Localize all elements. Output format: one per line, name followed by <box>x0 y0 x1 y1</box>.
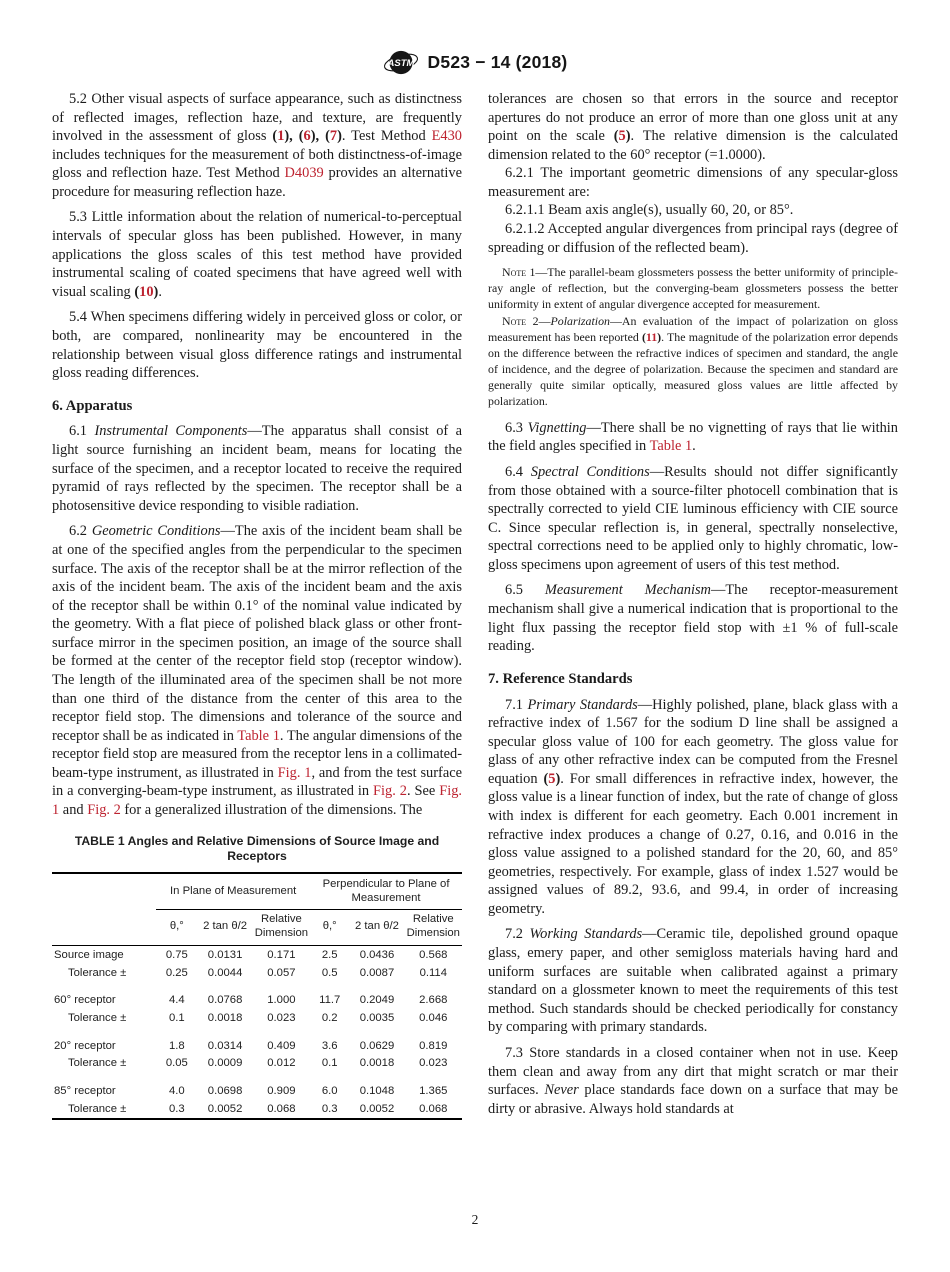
reference-link[interactable]: Table 1 <box>237 727 280 744</box>
paragraph-6-2 <box>52 522 462 819</box>
table-row-label: Tolerance ± <box>68 1011 127 1024</box>
text-segment: . The magnitude of the polarization error depends on the difference between the refractive indices of specimen and standard, the angle of incidence, and the degree of polarization. Because the specimen and standard are generally quite similar optically, measured gloss values are little affected by polarization. <box>488 330 898 408</box>
text-segment: and <box>59 802 88 819</box>
table-row <box>52 1037 462 1055</box>
table-cell: 0.0052 <box>359 1102 395 1115</box>
text-segment: ( <box>272 128 278 145</box>
paragraph-6-2-1 <box>488 164 898 201</box>
text-segment: Spectral Conditions <box>530 463 650 480</box>
table-cell: 0.2 <box>321 1011 338 1024</box>
reference-link[interactable]: 5 <box>548 770 556 787</box>
table-cell: 0.0629 <box>359 1039 395 1052</box>
table-group-header-row <box>52 873 462 909</box>
reference-link[interactable]: Table 1 <box>649 438 693 455</box>
table-cell: 0.0768 <box>207 994 243 1007</box>
text-segment: ( <box>543 770 549 787</box>
reference-link[interactable]: Fig. 2 <box>373 783 407 800</box>
table-row-label: Tolerance ± <box>68 966 127 979</box>
note-1 <box>488 265 898 313</box>
table-row-label: Tolerance ± <box>68 1102 127 1115</box>
reference-link[interactable]: 5 <box>618 128 626 145</box>
table-cell: 0.0044 <box>207 966 243 979</box>
text-segment: ) <box>625 128 631 145</box>
text-segment: 6.2 <box>69 523 92 540</box>
reference-link[interactable]: 1 <box>277 128 285 145</box>
table-cell: 0.046 <box>419 1011 448 1024</box>
table-cell: 0.0052 <box>207 1102 243 1115</box>
text-segment: Working Standards <box>529 926 643 943</box>
text-segment: 7.2 <box>505 926 530 943</box>
text-segment: Note <box>502 265 527 280</box>
table-cell: 3.6 <box>321 1039 338 1052</box>
table-cell: 0.05 <box>165 1057 188 1070</box>
table-cell: 0.0018 <box>207 1011 243 1024</box>
text-segment: —An evaluation of the impact of polarization on gloss measurement has been reported <box>488 314 898 345</box>
text-segment: for a generalized illustration of the dimensions. The <box>120 802 423 819</box>
table-cell: 0.0436 <box>359 948 395 961</box>
table-group-in-plane: In Plane of Measurement <box>156 873 310 909</box>
table-row <box>52 946 462 964</box>
text-segment: 6.2.1.1 Beam axis angle(s), usually 60, 20, or 85°. <box>505 202 794 219</box>
astm-logo-icon <box>383 47 419 78</box>
text-segment: 6.1 <box>69 423 95 440</box>
paragraph-7-3 <box>488 1044 898 1118</box>
column-header-reldim-2: Relative Dimension <box>405 909 462 946</box>
table-1-grid <box>52 872 462 1120</box>
text-segment: place standards face down on a surface that may be dirty or abrasive. Always hold standards at <box>488 1082 898 1117</box>
table-cell: 0.0131 <box>207 948 243 961</box>
table-cell: 0.0314 <box>207 1039 243 1052</box>
text-segment: , and from the test surface in a converging-beam-type instrument, as illustrated in <box>52 764 462 800</box>
text-segment: . The relative dimension is the calculated dimension related to the 60° receptor (=1.0000). <box>488 128 898 163</box>
note-2 <box>488 314 898 410</box>
document-title: D523 − 14 (2018) <box>427 52 568 72</box>
text-segment: 7.3 Store standards in a closed container when not in use. Keep them clean and away from any dirt that might scratch or mar their surfaces. <box>488 1044 898 1099</box>
table-cell: 0.068 <box>419 1102 448 1115</box>
text-segment: 2— <box>526 314 551 329</box>
text-segment: . For small differences in refractive index, however, the gloss value is a linear function of index, but the rate of change of gloss with index is different for each geometry. Each 0.001 increment in refractive index produces a change of 0.27, 0.16, and 0.016 in the gloss value assigned to a polished standard for the 20, 60, and 85° geometries, respectively. For example, glass of index 1.527 would be assigned values of 89.2, 93.6, and 99.4, in order of increasing geometry. <box>488 770 898 917</box>
right-column <box>488 90 898 1120</box>
text-segment: —The receptor-measurement mechanism shall give a numerical indication that is proportional to the light flux passing the receptor field stop with ±1 % of full-scale reading. <box>488 582 898 655</box>
text-segment: —There shall be no vignetting of rays that lie within the field angles specified in <box>488 419 898 455</box>
table-cell: 0.409 <box>267 1039 296 1052</box>
two-column-body <box>52 90 898 1120</box>
paragraph-6-2-1-2 <box>488 220 898 257</box>
text-segment: ( <box>641 330 646 345</box>
table-row <box>52 992 462 1010</box>
table-cell: 1.000 <box>267 994 296 1007</box>
paragraph-5-3 <box>52 208 462 301</box>
table-cell: 0.3 <box>321 1102 338 1115</box>
table-cell: 0.25 <box>165 966 188 979</box>
table-row-label: 20° receptor <box>54 1039 116 1052</box>
text-segment: 6.4 <box>505 463 531 480</box>
table-cell: 0.068 <box>267 1102 296 1115</box>
page-number: 2 <box>471 1212 479 1227</box>
paragraph-6-1 <box>52 422 462 515</box>
table-cell: 1.365 <box>419 1085 448 1097</box>
text-segment: ) <box>337 128 342 145</box>
table-subheader-row <box>52 909 462 946</box>
text-segment: . Test Method <box>341 128 432 145</box>
table-stub-header <box>52 909 156 946</box>
paragraph-6-3 <box>488 419 898 456</box>
text-segment: 1—The parallel-beam glossmeters possess the better uniformity of principle-ray angle of reflection, but the converging-beam glossmeters possess the better uniformity in extent of angular divergence accepted for measurement. <box>488 265 898 312</box>
column-header-2tan-2: 2 tan θ/2 <box>349 909 404 946</box>
paragraph-7-1 <box>488 696 898 919</box>
table-cell: 1.8 <box>168 1039 185 1052</box>
table-cell: 0.75 <box>165 948 188 961</box>
column-header-theta-2: θ,° <box>310 909 349 946</box>
text-segment: . <box>692 438 696 455</box>
column-header-theta-1: θ,° <box>156 909 197 946</box>
section-heading-6-apparatus: 6. Apparatus <box>52 397 133 414</box>
text-segment: —Results should not differ significantly from those obtained with a source-filter photocell combination that is spectrally corrected to yield CIE luminous efficiency with CIE source C. Since specular reflection is, in general, spectrally nonselective, spectral corrections need to be applied only to highly chromatic, low-gloss specimens upon agreement of users of this test method. <box>488 463 898 573</box>
paragraph-6-2-continued <box>488 90 898 164</box>
text-segment: ) <box>153 283 159 300</box>
text-segment: ) <box>555 770 561 787</box>
table-row <box>52 1100 462 1119</box>
table-group-perpendicular: Perpendicular to Plane of Measurement <box>310 873 462 909</box>
table-cell: 0.1048 <box>359 1085 395 1097</box>
text-segment: 6.3 <box>505 419 528 436</box>
text-segment: 5.3 Little information about the relation of numerical-to-perceptual intervals of specular gloss has been published. However, in many applications the gloss scales of this test method have provided instrumental scaling of coated specimens that have agreed well with visual scaling <box>52 209 462 300</box>
paragraph-6-2-1-1 <box>488 201 898 220</box>
reference-link[interactable]: Fig. 2 <box>87 802 121 819</box>
table-cell: 0.0018 <box>359 1057 395 1070</box>
text-segment: Instrumental Components <box>94 423 248 440</box>
table-1 <box>52 834 462 1120</box>
reference-link[interactable]: D4039 <box>284 165 324 182</box>
section-heading-7-reference-standards: 7. Reference Standards <box>488 670 633 687</box>
table-cell: 2.668 <box>419 994 448 1007</box>
table-cell: 0.023 <box>419 1057 448 1070</box>
reference-link[interactable]: Fig. 1 <box>277 764 312 781</box>
table-cell: 0.819 <box>419 1039 448 1052</box>
text-segment: —Highly polished, plane, black glass with a refractive index of 1.567 for the sodium D line shall be assigned a specular gloss value of 100 for each geometry. The gloss value for glass of any other refractive index can be computed from the Fresnel equation <box>488 696 898 787</box>
table-row-label: Tolerance ± <box>68 1057 127 1070</box>
text-segment: ( <box>613 128 619 145</box>
text-segment: 6.2.1.2 Accepted angular divergences from principal rays (degree of spreading or diffusion of the reflected beam). <box>488 221 898 256</box>
table-spacer-row <box>52 982 462 992</box>
table-cell: 0.568 <box>419 948 448 961</box>
text-segment: Geometric Conditions <box>91 523 221 540</box>
text-segment: Measurement Mechanism <box>544 582 711 599</box>
table-cell: 6.0 <box>321 1085 338 1097</box>
text-segment: Polarization <box>550 314 610 329</box>
paragraph-6-4 <box>488 463 898 574</box>
table-row-label: Source image <box>54 948 124 961</box>
reference-link[interactable]: 10 <box>139 283 154 300</box>
table-row <box>52 964 462 982</box>
text-segment: 5.4 When specimens differing widely in perceived gloss or color, or both, are compared, nonlinearity may be encountered in the relationship between visual gloss difference ratings and instrumental gloss reading differences. <box>52 309 462 382</box>
paragraph-5-4 <box>52 308 462 382</box>
table-cell: 11.7 <box>319 994 341 1007</box>
table-cell: 0.5 <box>321 966 338 979</box>
table-row-label: 60° receptor <box>54 994 116 1007</box>
text-segment: ( <box>134 283 140 300</box>
reference-link[interactable]: 11 <box>645 330 658 345</box>
text-segment: —The apparatus shall consist of a light source furnishing an incident beam, means for locating the surface of the specimen, and a receptor located to receive the required pyramid of rays reflected by the specimen. The receptor shall be a photosensitive device responding to visible radiation. <box>52 423 463 514</box>
text-segment: ), ( <box>284 128 304 145</box>
reference-link[interactable]: Fig. 1 <box>52 783 462 819</box>
table-cell: 4.4 <box>168 994 185 1007</box>
table-stub-header <box>52 873 156 909</box>
text-segment: tolerances are chosen so that errors in the source and receptor apertures do not produce an error of more than one gloss unit at any point on the scale <box>488 91 898 145</box>
table-cell: 0.171 <box>267 948 296 961</box>
table-cell: 0.2049 <box>359 994 395 1007</box>
text-segment: Never <box>544 1082 579 1099</box>
table-cell: 4.0 <box>168 1085 185 1097</box>
column-header-reldim-1: Relative Dimension <box>253 909 310 946</box>
text-segment: 6.2.1 The important geometric dimensions of any specular-gloss measurement are: <box>488 165 898 200</box>
table-cell: 0.0698 <box>207 1085 243 1097</box>
text-segment: Primary Standards <box>527 696 638 713</box>
table-cell: 0.114 <box>419 966 447 979</box>
text-segment: . The angular dimensions of the receptor field stop are measured from the receptor lens in a collimated-beam-type instrument, as illustrated in <box>52 727 462 781</box>
paragraph-7-2 <box>488 925 898 1036</box>
reference-link[interactable]: E430 <box>431 128 463 145</box>
text-segment: 7.1 <box>505 696 528 713</box>
table-cell: 0.1 <box>321 1057 338 1070</box>
table-row <box>52 1083 462 1101</box>
table-cell: 0.023 <box>267 1011 296 1024</box>
table-cell: 2.5 <box>321 948 338 961</box>
table-row-label: 85° receptor <box>54 1085 116 1097</box>
column-header-2tan-1: 2 tan θ/2 <box>197 909 252 946</box>
reference-link[interactable]: 7 <box>329 128 338 145</box>
table-row <box>52 1009 462 1027</box>
text-segment: . See <box>406 783 440 800</box>
text-segment: ), ( <box>310 128 330 145</box>
text-segment: includes techniques for the measurement of both distinctness-of-image gloss and reflection haze. Test Method <box>52 146 462 182</box>
table-1-title: TABLE 1 Angles and Relative Dimensions of Source Image and Receptors <box>74 833 440 864</box>
table-cell: 0.0035 <box>359 1011 395 1024</box>
paragraph-5-2 <box>52 90 462 201</box>
text-segment: . <box>158 283 162 300</box>
text-segment: provides an alternative procedure for measuring reflection haze. <box>52 165 462 200</box>
text-segment: ) <box>657 330 662 345</box>
paragraph-6-5 <box>488 581 898 655</box>
left-column <box>52 90 462 1120</box>
text-segment: Note <box>502 314 527 329</box>
text-segment: —The axis of the incident beam shall be at one of the specified angles from the perpendicular to the specimen surface. The axis of the receptor shall be at the mirror reflection of the axis of the incident beam. The axis of the incident beam and the axis of the receptor shall be within 0.1° of the nominal value indicated by the geometry. With a flat piece of polished black glass or other front-surface mirror in the specimen position, an image of the source shall be formed at the center of the receptor field stop (receptor window). The length of the illuminated area of the specimen shall be not more than one third of the distance from the center of this area to the receptor field stop. The dimensions and tolerance of the source and receptor shall be as indicated in <box>52 523 462 744</box>
table-cell: 0.012 <box>267 1057 296 1070</box>
text-segment: Vignetting <box>527 419 587 436</box>
text-segment: 6.5 <box>505 582 545 599</box>
table-cell: 0.0009 <box>207 1057 243 1070</box>
table-cell: 0.1 <box>168 1011 185 1024</box>
table-cell: 0.3 <box>168 1102 185 1115</box>
table-cell: 0.909 <box>267 1085 296 1097</box>
table-cell: 0.0087 <box>359 966 395 979</box>
table-spacer-row <box>52 1073 462 1083</box>
page-header <box>0 0 950 78</box>
text-segment: 5.2 Other visual aspects of surface appearance, such as distinctness of reflected images, reflection haze, and texture, are frequently involved in the assessment of gloss <box>52 91 462 145</box>
table-row <box>52 1055 462 1073</box>
text-segment: —Ceramic tile, depolished ground opaque glass, emery paper, and other semigloss materials having hard and uniform surfaces are suitable when calibrated against a primary standard on a glossmeter known to meet the requirements of this test method. Such standards should be checked periodically for constancy by comparing with primary standards. <box>488 926 898 1036</box>
table-spacer-row <box>52 1027 462 1037</box>
reference-link[interactable]: 6 <box>303 128 311 145</box>
table-cell: 0.057 <box>267 966 296 979</box>
astm-logo-text: ASTM <box>387 58 415 69</box>
